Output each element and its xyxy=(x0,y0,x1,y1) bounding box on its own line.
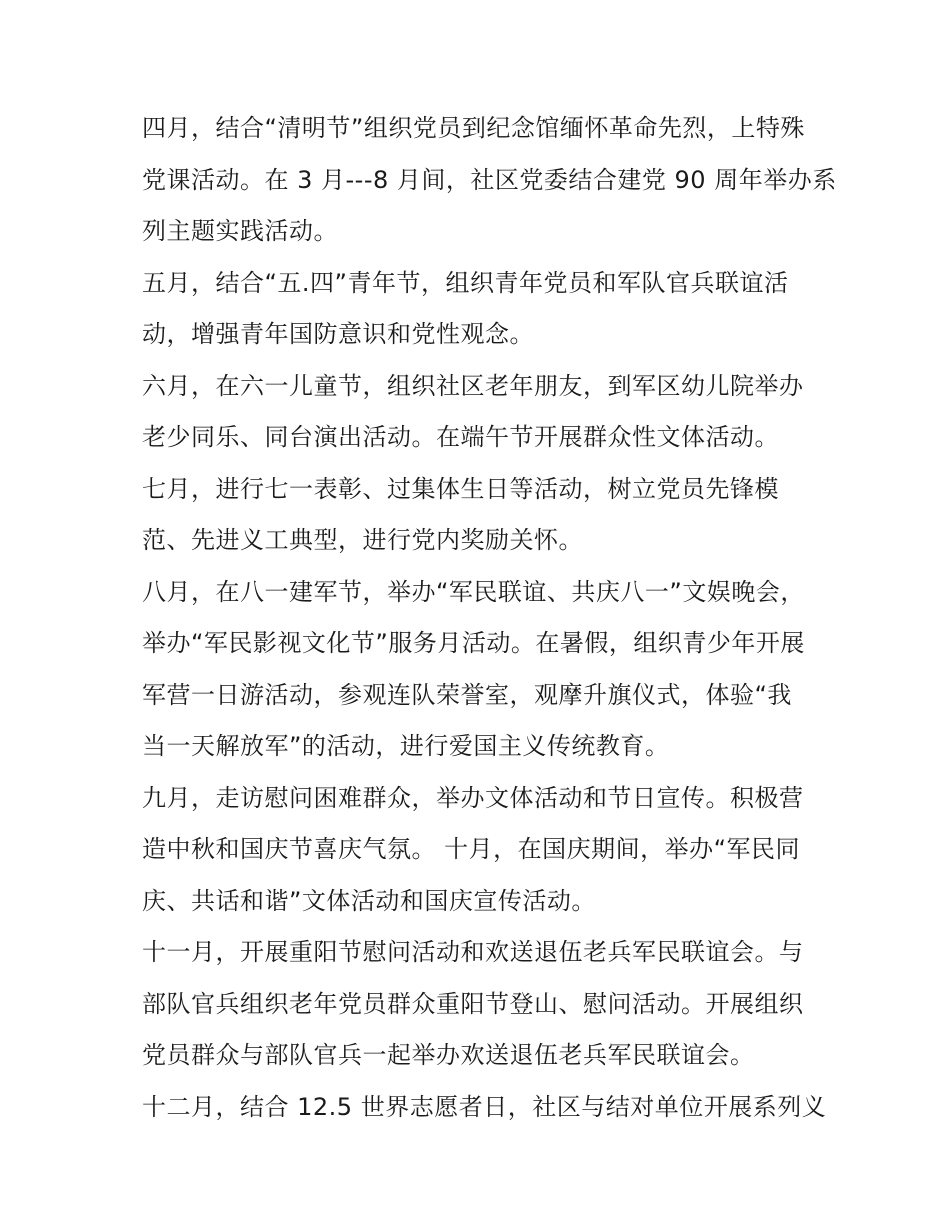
text-line: 六月，在六一儿童节，组织社区老年朋友，到军区幼儿院举办 xyxy=(142,371,804,400)
text-line: 举办“军民影视文化节”服务月活动。在暑假，组织青少年开展 xyxy=(142,629,805,657)
paragraph-may xyxy=(142,258,812,361)
paragraph-june xyxy=(142,361,812,464)
text-line: 十二月，结合 12.5 世界志愿者日，社区与结对单位开展系列义 xyxy=(142,1092,827,1121)
paragraph-september-october xyxy=(142,773,812,928)
text-line: 造中秋和国庆节喜庆气氛。 十月，在国庆期间，举办“军民同 xyxy=(142,835,801,863)
text-line: 列主题实践活动。 xyxy=(142,217,338,245)
text-line: 十一月，开展重阳节慰问活动和欢送退伍老兵军民联谊会。与 xyxy=(142,938,804,966)
paragraph-august xyxy=(142,567,812,773)
text-line: 范、先进义工典型，进行党内奖励关怀。 xyxy=(142,526,583,554)
text-line: 老少同乐、同台演出活动。在端午节开展群众性文体活动。 xyxy=(142,423,779,451)
text-line: 七月，进行七一表彰、过集体生日等活动，树立党员先锋模 xyxy=(142,474,779,503)
text-line: 动，增强青年国防意识和党性观念。 xyxy=(142,320,534,348)
paragraph-april xyxy=(142,103,837,258)
text-line: 党课活动。在 3 月---8 月间，社区党委结合建党 90 周年举办系 xyxy=(142,165,837,194)
paragraph-december xyxy=(142,1082,827,1134)
text-line: 九月，走访慰问困难群众，举办文体活动和节日宣传。积极营 xyxy=(142,783,804,812)
text-line: 四月，结合“清明节”组织党员到纪念馆缅怀革命先烈，上特殊 xyxy=(142,114,805,142)
text-line: 部队官兵组织老年党员群众重阳节登山、慰问活动。开展组织 xyxy=(142,989,804,1018)
text-line: 庆、共话和谐”文体活动和国庆宣传活动。 xyxy=(142,886,596,915)
document-body xyxy=(142,103,837,1133)
paragraph-november xyxy=(142,927,812,1082)
paragraph-july xyxy=(142,464,812,567)
text-line: 五月，结合“五.四”青年节，组织青年党员和军队官兵联谊活 xyxy=(142,268,789,297)
text-line: 党员群众与部队官兵一起举办欢送退伍老兵军民联谊会。 xyxy=(142,1041,755,1069)
text-line: 军营一日游活动，参观连队荣誉室，观摩升旗仪式，体验“我 xyxy=(142,680,792,709)
text-line: 八月，在八一建军节，举办“军民联谊、共庆八一”文娱晚会， xyxy=(142,577,805,606)
text-line: 当一天解放军”的活动，进行爱国主义传统教育。 xyxy=(142,732,670,760)
